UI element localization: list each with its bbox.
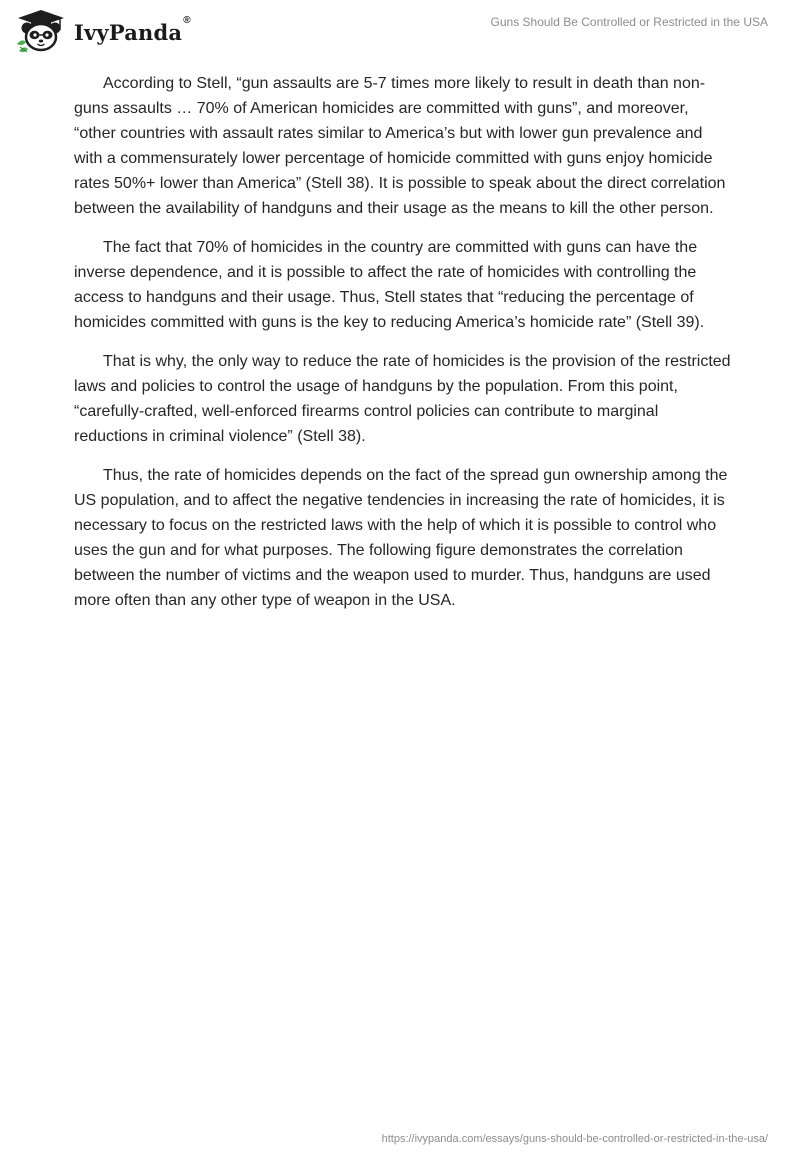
source-url-link[interactable]: https://ivypanda.com/essays/guns-should-be-controlled-or-restricted-in-the-usa/ — [381, 1133, 768, 1145]
page-header — [0, 0, 800, 64]
essay-body — [74, 71, 734, 627]
brand-name — [74, 14, 191, 45]
paragraph: The fact that 70% of homicides in the country are committed with guns can have the inverse dependence, and it is possible to affect the rate of homicides with controlling the access to handguns and their usage. Thus, Stell states that “reducing the percentage of homicides committed with guns is the key to reducing America’s homicide rate” (Stell 39). — [74, 239, 705, 331]
paragraph: Thus, the rate of homicides depends on the fact of the spread gun ownership among the US population, and to affect the negative tendencies in increasing the rate of homicides, it is necessary to focus on the restricted laws with the help of which it is possible to control who uses the gun and for what purposes. The following figure demonstrates the correlation between the number of victims and the weapon used to murder. Thus, handguns are used more often than any other type of weapon in the USA. — [74, 467, 728, 609]
registered-mark: ® — [183, 14, 191, 26]
panda-graduation-cap-icon — [14, 8, 68, 54]
paragraph: According to Stell, “gun assaults are 5-7 times more likely to result in death than non-guns assaults … 70% of American homicides are committed with guns”, and moreover, “other countries with assault rates similar to America’s but with lower gun prevalence and with a commensurately lower percentage of homicide committed with guns enjoy homicide rates 50%+ lower than America” (Stell 38). It is possible to speak about the direct correlation between the availability of handguns and their usage as the means to kill the other person. — [74, 75, 726, 217]
ivypanda-logo[interactable] — [14, 8, 191, 54]
document-title: Guns Should Be Controlled or Restricted in the USA — [490, 15, 768, 29]
brand-name-text: IvyPanda — [74, 19, 183, 45]
paragraph: That is why, the only way to reduce the rate of homicides is the provision of the restricted laws and policies to control the usage of handguns by the population. From this point, “carefully-crafted, well-enforced firearms control policies can contribute to marginal reductions in criminal violence” (Stell 38). — [74, 353, 731, 445]
